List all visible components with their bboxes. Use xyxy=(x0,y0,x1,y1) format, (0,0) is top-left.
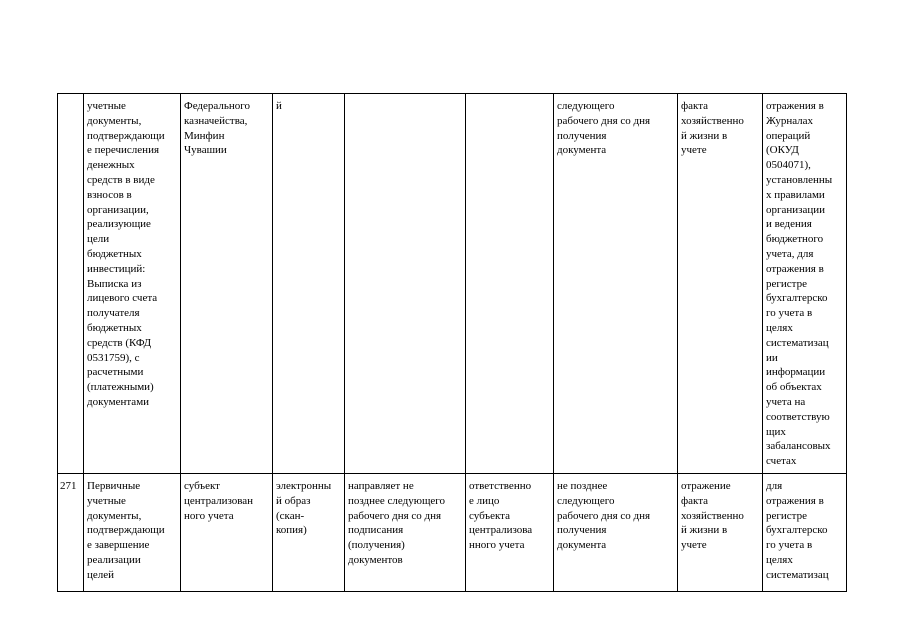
format-cell xyxy=(273,474,345,592)
table-row xyxy=(58,474,847,592)
accounting-documents-table xyxy=(57,93,847,592)
row-number-cell xyxy=(58,94,84,474)
responsible-cell xyxy=(466,94,554,474)
action-cell xyxy=(345,474,466,592)
deadline-text: следующего рабочего дня со дня получения документа xyxy=(557,100,651,157)
submitter-text: Федерального казначейства, Минфин Чувашии xyxy=(184,100,251,157)
usage-text: отражения в Журналах операций (ОКУД 0504071), установленны х правилами организации и ведения бюджетного учета, для отражения в регистре бухгалтерско го учета в целях систематизац ии информации об объектах учета на соответствую щих забалансовых счетах xyxy=(766,100,833,468)
action-text: направляет не позднее следующего рабочего дня со дня подписания (получения) документов xyxy=(348,480,446,566)
row-number-cell xyxy=(58,474,84,592)
action-cell xyxy=(345,94,466,474)
purpose-text: факта хозяйственно й жизни в учете xyxy=(681,100,744,157)
format-text: электронны й образ (скан- копия) xyxy=(276,480,332,537)
responsible-cell xyxy=(466,474,554,592)
submitter-cell xyxy=(181,94,273,474)
submitter-cell xyxy=(181,474,273,592)
document-description: Первичные учетные документы, подтверждающи е завершение реализации целей xyxy=(87,480,165,581)
document-cell xyxy=(84,474,181,592)
responsible-text: ответственно е лицо субъекта централизова нного учета xyxy=(469,480,533,552)
deadline-cell xyxy=(554,94,678,474)
row-number: 271 xyxy=(60,480,77,492)
purpose-cell xyxy=(678,474,763,592)
deadline-text: не позднее следующего рабочего дня со дня получения документа xyxy=(557,480,651,552)
usage-cell xyxy=(763,474,847,592)
purpose-cell xyxy=(678,94,763,474)
usage-cell xyxy=(763,94,847,474)
deadline-cell xyxy=(554,474,678,592)
submitter-text: субъект централизован ного учета xyxy=(184,480,254,522)
usage-text: для отражения в регистре бухгалтерско го учета в целях систематизац xyxy=(766,480,829,581)
table-row xyxy=(58,94,847,474)
document-cell xyxy=(84,94,181,474)
document-description: учетные документы, подтверждающи е перечисления денежных средств в виде взносов в организации, реализующие цели бюджетных инвестиций: Выписка из лицевого счета получателя бюджетных средств (КФД 0531759), с расчетными (платежными) документами xyxy=(87,100,165,408)
format-text: й xyxy=(276,100,282,112)
format-cell xyxy=(273,94,345,474)
purpose-text: отражение факта хозяйственно й жизни в учете xyxy=(681,480,744,552)
